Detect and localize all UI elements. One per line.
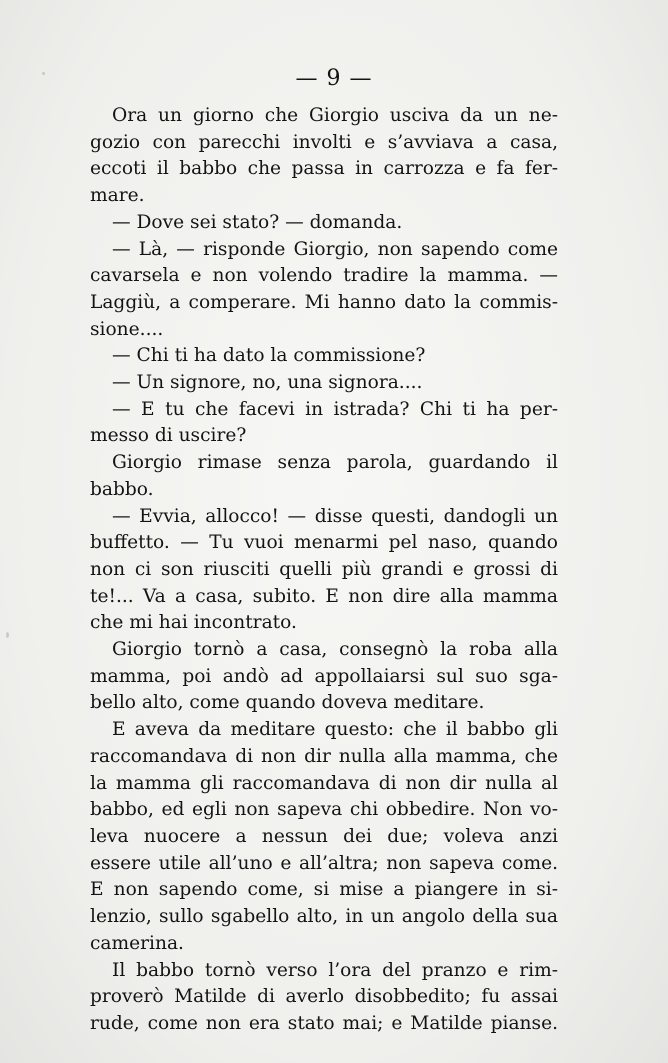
- body-text: [90, 103, 558, 1038]
- text-line: E non sapendo come, si mise a piangere in si-: [90, 879, 558, 901]
- text-line: cavarsela e non volendo tradire la mamma. —: [90, 265, 558, 287]
- text-line: proverò Matilde di averlo disobbedito; fu assai: [90, 986, 558, 1008]
- text-line: la mamma gli raccomandava di non dir nulla al: [90, 772, 558, 794]
- text-line: mamma, poi andò ad appollaiarsi sul suo sga-: [90, 665, 558, 687]
- text-line: eccoti il babbo che passa in carrozza e fa fer-: [90, 158, 558, 180]
- text-line: sione....: [90, 318, 164, 340]
- text-line: raccomandava di non dir nulla alla mamma, che: [90, 745, 558, 767]
- text-line: Ora un giorno che Giorgio usciva da un ne-: [112, 105, 558, 126]
- text-line: — Chi ti ha dato la commissione?: [112, 345, 426, 367]
- text-line: — Un signore, no, una signora....: [112, 372, 423, 394]
- text-line: — Evvia, allocco! — disse questi, dandogli un: [112, 505, 558, 527]
- text-line: mare.: [90, 185, 145, 207]
- text-line: camerina.: [90, 932, 184, 954]
- text-line: — Là, — risponde Giorgio, non sapendo come: [112, 238, 558, 260]
- text-line: Giorgio rimase senza parola, guardando il: [112, 452, 558, 474]
- text-line: babbo.: [90, 478, 154, 500]
- text-line: gozio con parecchi involti e s’avviava a casa,: [90, 131, 558, 153]
- text-line: non ci son riusciti quelli più grandi e grossi di: [90, 558, 558, 580]
- text-line: te!... Va a casa, subito. E non dire alla mamma: [90, 585, 558, 607]
- text-line: messo di uscire?: [90, 425, 247, 447]
- text-line: essere utile all’uno e all’altra; non sapeva come.: [90, 852, 558, 874]
- text-line: Il babbo tornò verso l’ora del pranzo e rim-: [112, 959, 558, 981]
- text-line: — Dove sei stato? — domanda.: [112, 211, 403, 233]
- text-line: — E tu che facevi in istrada? Chi ti ha per-: [112, 398, 558, 420]
- text-line: Giorgio tornò a casa, consegnò la roba alla: [112, 639, 558, 661]
- text-line: buffetto. — Tu vuoi menarmi pel naso, quando: [90, 532, 558, 554]
- text-line: leva nuocere a nessun dei due; voleva anzi: [90, 825, 558, 847]
- text-line: babbo, ed egli non sapeva chi obbedire. Non vo-: [90, 799, 558, 821]
- text-line: lenzio, sullo sgabello alto, in un angolo della sua: [90, 906, 558, 928]
- text-line: che mi hai incontrato.: [90, 612, 297, 634]
- text-line: E aveva da meditare questo: che il babbo gli: [112, 719, 558, 741]
- scan-speck: [6, 632, 9, 638]
- page-number: — 9 —: [295, 66, 373, 91]
- text-line: bello alto, come quando doveva meditare.: [90, 692, 485, 714]
- text-line: rude, come non era stato mai; e Matilde pianse.: [90, 1012, 558, 1034]
- text-line: Laggiù, a comperare. Mi hanno dato la commis-: [90, 291, 558, 313]
